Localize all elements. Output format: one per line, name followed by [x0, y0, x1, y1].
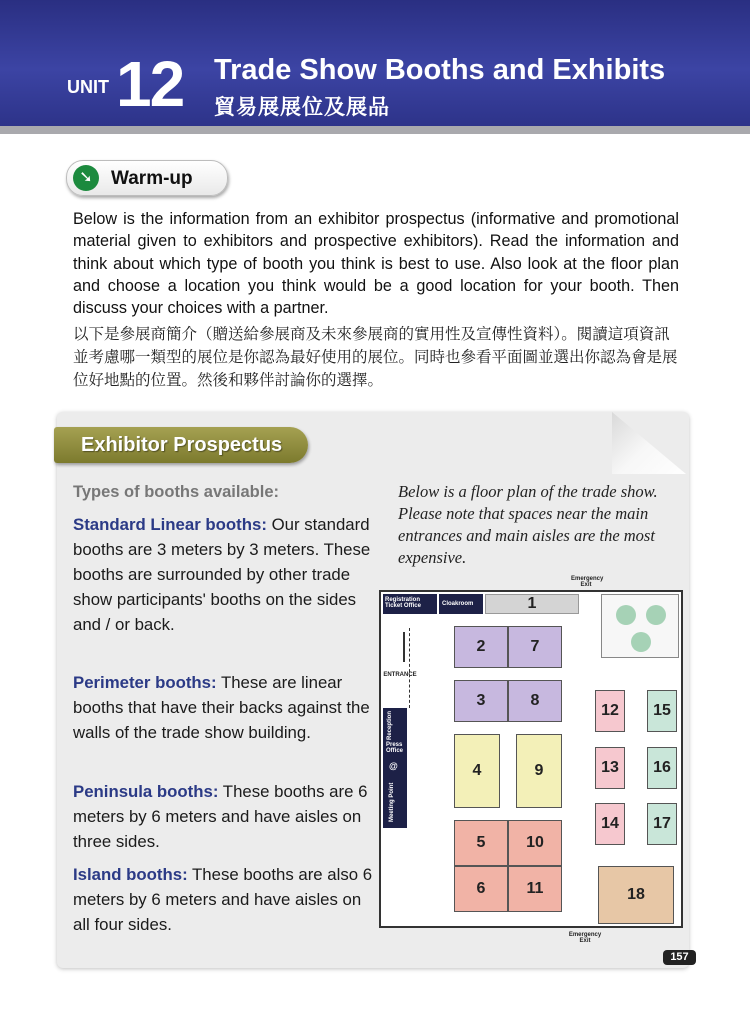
warmup-arrow-icon: ➘ [73, 165, 99, 191]
entrance-arrow-icon [403, 632, 405, 662]
warmup-instructions-english: Below is the information from an exhibitor prospectus (informative and promotional material given to exhibitors and prospective exhibitors). Read the information and think about which type of booth you think is best to use. Also look at the floor plan and choose a location you think would be a good location for your booth. Then discuss your choices with a partner. [73, 210, 679, 318]
service-column [383, 708, 407, 828]
reception-label: Reception [387, 710, 393, 740]
entrance-label: ENTRANCE [383, 672, 417, 678]
booth: 16 [647, 747, 677, 789]
booth-type-name: Peninsula booths: [73, 782, 219, 801]
booth: 10 [508, 820, 562, 866]
booth-type-description: Our standard booths are 3 meters by 3 meters. These booths are surrounded by other trade show participants' booths on the sides and / or back. [73, 515, 371, 634]
booth: 5 [454, 820, 508, 866]
booth-type-name: Island booths: [73, 865, 188, 884]
warmup-label: Warm-up [111, 168, 193, 189]
entrance-path [409, 628, 411, 708]
cloakroom: Cloakroom [439, 594, 483, 614]
meeting-point-label: Meeting Point [389, 782, 395, 822]
booth: 9 [516, 734, 562, 808]
unit-title-chinese: 貿易展展位及展品 [214, 96, 390, 119]
registration-ticket-office: Registration Ticket Office [383, 594, 437, 614]
booth: 15 [647, 690, 677, 732]
booth-type-standard [73, 512, 373, 637]
unit-label: UNIT [67, 77, 109, 97]
booth-type-name: Standard Linear booths: [73, 515, 267, 534]
booth: 3 [454, 680, 508, 722]
unit-header [0, 0, 750, 126]
emergency-exit-top: Emergency Exit [571, 576, 604, 588]
booth: 7 [508, 626, 562, 668]
booth-types-heading: Types of booths available: [73, 483, 279, 501]
prospectus-title: Exhibitor Prospectus [81, 434, 283, 456]
warmup-instructions-chinese: 以下是參展商簡介（贈送給參展商及未來參展商的實用性及宣傳性資料）。閱讀這項資訊並考慮哪一類型的展位是你認為最好使用的展位。同時也參看平面圖並選出你認為會是展位好地點的位置。然後和夥伴討論你的選擇。 [73, 325, 678, 389]
restroom-male-icon [616, 605, 636, 625]
restrooms [601, 594, 679, 658]
booth-type-peninsula [73, 779, 373, 854]
booth: 13 [595, 747, 625, 789]
booth: 14 [595, 803, 625, 845]
booth: 6 [454, 866, 508, 912]
floor-plan [379, 576, 683, 928]
booth: 1 [485, 594, 579, 614]
booth: 8 [508, 680, 562, 722]
booth: 11 [508, 866, 562, 912]
booth: 17 [647, 803, 677, 845]
restroom-accessible-icon [631, 632, 651, 652]
booth: 18 [598, 866, 674, 924]
press-office-label: Press Office [386, 742, 404, 754]
page-number: 157 [663, 950, 696, 965]
unit-title-english: Trade Show Booths and Exhibits [214, 54, 666, 86]
restroom-female-icon [646, 605, 666, 625]
booth-type-island [73, 862, 373, 937]
unit-number: 12 [116, 48, 184, 120]
booth-type-description: These booths are also 6 meters by 6 meters and have aisles on all four sides. [73, 865, 373, 934]
prospectus-tab [54, 427, 308, 463]
booth-type-description: These booths are 6 meters by 6 meters and have aisles on three sides. [73, 782, 368, 851]
booth-type-description: These are linear booths that have their backs against the walls of the trade show building. [73, 673, 370, 742]
internet-icon: @ [389, 761, 398, 771]
header-divider [0, 126, 750, 134]
booth: 4 [454, 734, 500, 808]
booth-type-name: Perimeter booths: [73, 673, 217, 692]
booth: 2 [454, 626, 508, 668]
booth: 12 [595, 690, 625, 732]
warmup-badge [66, 160, 228, 196]
floor-plan-intro: Below is a floor plan of the trade show. Please note that spaces near the main entrances and main aisles are the most expensive. [398, 482, 658, 567]
booth-type-perimeter [73, 670, 373, 745]
emergency-exit-bottom: Emergency Exit [568, 932, 602, 944]
